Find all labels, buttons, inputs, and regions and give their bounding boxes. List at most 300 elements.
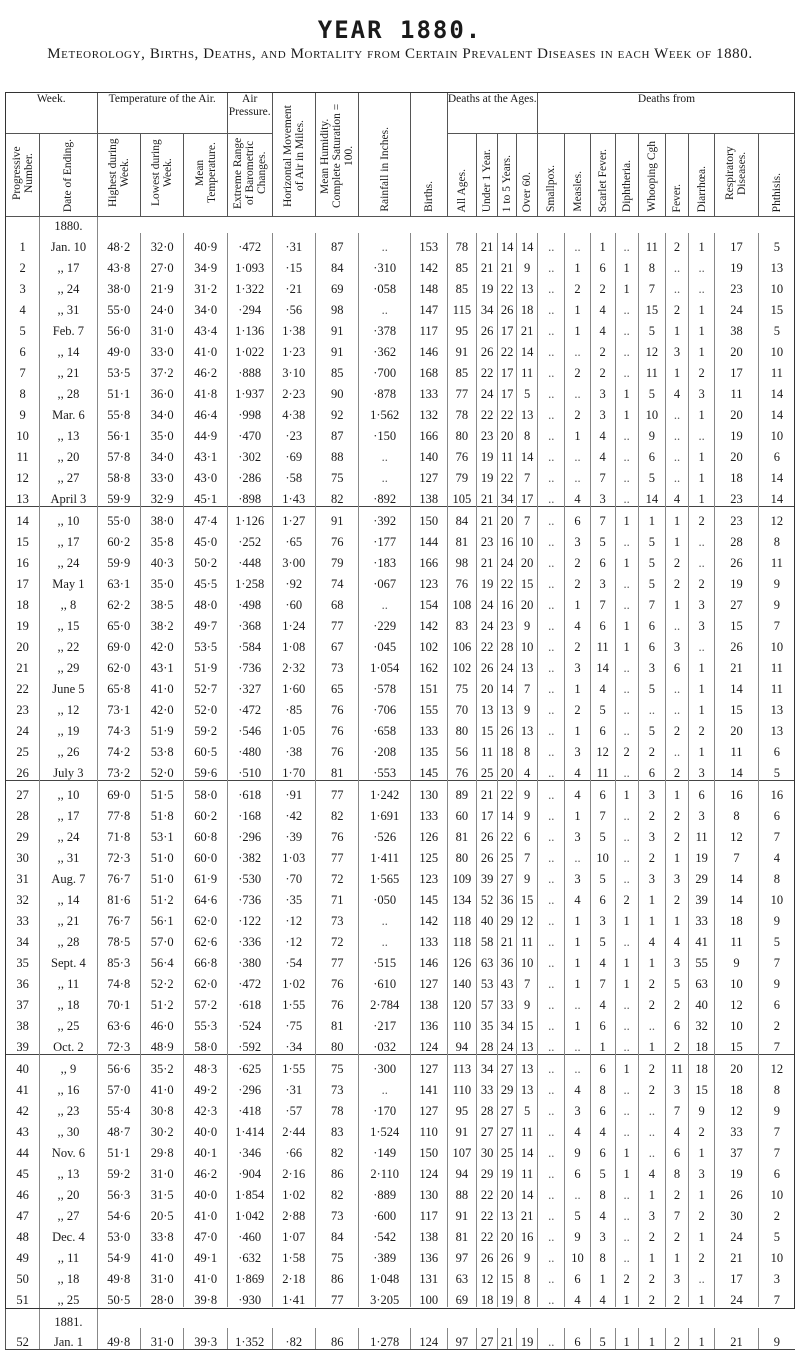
deaths-all-ages-cell: 118 [447, 928, 477, 949]
progressive-number-cell: 46 [6, 1181, 40, 1202]
deaths-all-ages-cell: 89 [447, 781, 477, 803]
smallpox-cell: .. [537, 738, 564, 759]
scarlet-fever-cell: 5 [590, 528, 615, 549]
smallpox-cell: .. [537, 233, 564, 254]
deaths-over-60-cell: 15 [517, 570, 538, 591]
barometric-range-cell: ·472 [227, 233, 272, 254]
lowest-temp-cell: 24·0 [140, 296, 183, 317]
rainfall-cell: ·610 [359, 970, 410, 991]
scarlet-fever-cell: 5 [590, 823, 615, 844]
rainfall-cell: ·553 [359, 759, 410, 781]
phthisis-cell: 9 [758, 1328, 795, 1350]
table-row [6, 464, 796, 485]
diphtheria-cell: 1 [615, 907, 638, 928]
progressive-number-cell: 34 [6, 928, 40, 949]
rainfall-cell: ·526 [359, 823, 410, 844]
rainfall-cell: ·050 [359, 886, 410, 907]
deaths-under-1-cell: 26 [477, 1244, 498, 1265]
mean-temp-cell: 48·3 [184, 1055, 227, 1077]
measles-cell: 2 [565, 570, 590, 591]
smallpox-cell: .. [537, 549, 564, 570]
scarlet-fever-cell: 8 [590, 1244, 615, 1265]
date-of-ending-cell: ,, 17 [40, 528, 97, 549]
measles-cell: 4 [565, 612, 590, 633]
smallpox-cell: .. [537, 886, 564, 907]
table-row [6, 528, 796, 549]
measles-cell: 4 [565, 1076, 590, 1097]
measles-cell: 2 [565, 359, 590, 380]
phthisis-cell: 14 [758, 401, 795, 422]
rainfall-cell: ·149 [359, 1139, 410, 1160]
date-of-ending-cell: ,, 19 [40, 717, 97, 738]
deaths-all-ages-cell: 85 [447, 275, 477, 296]
deaths-under-1-cell: 21 [477, 485, 498, 507]
progressive-number-cell: 38 [6, 1012, 40, 1033]
weekly-statistics-table [5, 92, 795, 1350]
diarrhoea-cell: 1 [688, 338, 714, 359]
progressive-number-cell: 10 [6, 422, 40, 443]
date-of-ending-cell: ,, 18 [40, 1265, 97, 1286]
lowest-temp-cell: 42·0 [140, 696, 183, 717]
deaths-all-ages-cell: 94 [447, 1033, 477, 1055]
deaths-over-60-cell: 14 [517, 1139, 538, 1160]
table-row [6, 1286, 796, 1307]
births-cell: 124 [410, 1160, 447, 1181]
table-row [6, 317, 796, 338]
births-cell: 124 [410, 1033, 447, 1055]
progressive-number-cell: 44 [6, 1139, 40, 1160]
humidity-cell: 75 [316, 464, 359, 485]
rainfall-cell: ·362 [359, 338, 410, 359]
whooping-cough-cell: 7 [638, 275, 665, 296]
phthisis-cell: 8 [758, 1076, 795, 1097]
progressive-number-cell: 20 [6, 633, 40, 654]
deaths-all-ages-cell: 118 [447, 907, 477, 928]
rainfall-cell: ·177 [359, 528, 410, 549]
scarlet-fever-cell: 2 [590, 275, 615, 296]
phthisis-cell: 5 [758, 317, 795, 338]
diphtheria-cell: .. [615, 654, 638, 675]
deaths-over-60-cell: 20 [517, 591, 538, 612]
diphtheria-cell: .. [615, 1202, 638, 1223]
fever-cell: 6 [666, 654, 689, 675]
deaths-over-60-cell: 13 [517, 654, 538, 675]
table-row [6, 844, 796, 865]
lowest-temp-cell: 51·0 [140, 865, 183, 886]
progressive-number-cell: 26 [6, 759, 40, 781]
smallpox-cell: .. [537, 1265, 564, 1286]
diphtheria-cell: .. [615, 844, 638, 865]
whooping-cough-cell: 6 [638, 443, 665, 464]
rainfall-cell: ·183 [359, 549, 410, 570]
births-cell: 168 [410, 359, 447, 380]
humidity-cell: 72 [316, 928, 359, 949]
horizontal-movement-cell: 1·55 [272, 991, 315, 1012]
fever-cell: 2 [666, 1223, 689, 1244]
whooping-cough-cell: 1 [638, 507, 665, 529]
highest-temp-cell: 65·0 [97, 612, 140, 633]
header-progressive-number: Progressive Number. [6, 134, 40, 217]
lowest-temp-cell: 52·2 [140, 970, 183, 991]
rainfall-cell: .. [359, 296, 410, 317]
diphtheria-cell: .. [615, 422, 638, 443]
highest-temp-cell: 63·6 [97, 1012, 140, 1033]
rainfall-cell: ·392 [359, 507, 410, 529]
births-cell: 123 [410, 865, 447, 886]
phthisis-cell: 10 [758, 1244, 795, 1265]
smallpox-cell: .. [537, 1076, 564, 1097]
births-cell: 136 [410, 1244, 447, 1265]
barometric-range-cell: 1·136 [227, 317, 272, 338]
deaths-1-to-5-cell: 28 [497, 633, 516, 654]
deaths-under-1-cell: 26 [477, 338, 498, 359]
deaths-over-60-cell: 7 [517, 970, 538, 991]
births-cell: 138 [410, 1223, 447, 1244]
highest-temp-cell: 59·9 [97, 549, 140, 570]
horizontal-movement-cell: ·75 [272, 1012, 315, 1033]
scarlet-fever-cell: 1 [590, 233, 615, 254]
date-of-ending-cell: ,, 23 [40, 1097, 97, 1118]
date-of-ending-cell: ,, 21 [40, 359, 97, 380]
respiratory-cell: 15 [715, 1033, 758, 1055]
progressive-number-cell: 9 [6, 401, 40, 422]
smallpox-cell: .. [537, 1223, 564, 1244]
scarlet-fever-cell: 6 [590, 781, 615, 803]
date-of-ending-cell: ,, 13 [40, 422, 97, 443]
smallpox-cell: .. [537, 507, 564, 529]
diphtheria-cell: .. [615, 1012, 638, 1033]
table-row [6, 717, 796, 738]
table-row [6, 696, 796, 717]
deaths-under-1-cell: 19 [477, 570, 498, 591]
rainfall-cell: .. [359, 1076, 410, 1097]
deaths-1-to-5-cell: 22 [497, 781, 516, 803]
births-cell: 133 [410, 380, 447, 401]
barometric-range-cell: ·368 [227, 612, 272, 633]
highest-temp-cell: 54·6 [97, 1202, 140, 1223]
measles-cell: 1 [565, 675, 590, 696]
progressive-number-cell: 2 [6, 254, 40, 275]
deaths-all-ages-cell: 79 [447, 464, 477, 485]
deaths-over-60-cell: 9 [517, 991, 538, 1012]
births-cell: 166 [410, 549, 447, 570]
lowest-temp-cell: 41·0 [140, 1076, 183, 1097]
progressive-number-cell: 45 [6, 1160, 40, 1181]
phthisis-cell: 2 [758, 1012, 795, 1033]
diarrhoea-cell: 3 [688, 591, 714, 612]
humidity-cell: 86 [316, 1265, 359, 1286]
rainfall-cell: 1·054 [359, 654, 410, 675]
deaths-all-ages-cell: 84 [447, 507, 477, 529]
diphtheria-cell: .. [615, 1076, 638, 1097]
highest-temp-cell: 48·2 [97, 233, 140, 254]
date-of-ending-cell: ,, 11 [40, 1244, 97, 1265]
horizontal-movement-cell: 1·38 [272, 317, 315, 338]
deaths-under-1-cell: 21 [477, 549, 498, 570]
header-week: Week. [6, 93, 98, 134]
horizontal-movement-cell: 1·55 [272, 1055, 315, 1077]
diphtheria-cell: .. [615, 1097, 638, 1118]
deaths-all-ages-cell: 120 [447, 991, 477, 1012]
mean-temp-cell: 39·3 [184, 1328, 227, 1350]
diarrhoea-cell: 40 [688, 991, 714, 1012]
progressive-number-cell: 50 [6, 1265, 40, 1286]
date-of-ending-cell: ,, 31 [40, 296, 97, 317]
highest-temp-cell: 54·9 [97, 1244, 140, 1265]
mean-temp-cell: 58·0 [184, 1033, 227, 1055]
smallpox-cell: .. [537, 823, 564, 844]
humidity-cell: 91 [316, 507, 359, 529]
phthisis-cell: 9 [758, 907, 795, 928]
rainfall-cell: 1·242 [359, 781, 410, 803]
deaths-under-1-cell: 21 [477, 254, 498, 275]
barometric-range-cell: ·296 [227, 823, 272, 844]
deaths-under-1-cell: 25 [477, 759, 498, 781]
table-row [6, 823, 796, 844]
whooping-cough-cell: 2 [638, 1223, 665, 1244]
deaths-1-to-5-cell: 11 [497, 443, 516, 464]
fever-cell: 2 [666, 1181, 689, 1202]
births-cell: 142 [410, 612, 447, 633]
measles-cell: 1 [565, 907, 590, 928]
date-of-ending-cell: ,, 24 [40, 823, 97, 844]
humidity-cell: 69 [316, 275, 359, 296]
barometric-range-cell: ·470 [227, 422, 272, 443]
measles-cell: 6 [565, 1160, 590, 1181]
measles-cell: .. [565, 338, 590, 359]
horizontal-movement-cell: 1·27 [272, 507, 315, 529]
mean-temp-cell: 49·7 [184, 612, 227, 633]
progressive-number-cell: 42 [6, 1097, 40, 1118]
humidity-cell: 76 [316, 717, 359, 738]
deaths-1-to-5-cell: 21 [497, 928, 516, 949]
deaths-over-60-cell: 14 [517, 443, 538, 464]
deaths-1-to-5-cell: 26 [497, 1244, 516, 1265]
diarrhoea-cell: 1 [688, 654, 714, 675]
horizontal-movement-cell: ·70 [272, 865, 315, 886]
mean-temp-cell: 55·3 [184, 1012, 227, 1033]
rainfall-cell: ·378 [359, 317, 410, 338]
deaths-over-60-cell: 21 [517, 1202, 538, 1223]
deaths-1-to-5-cell: 24 [497, 654, 516, 675]
deaths-over-60-cell: 10 [517, 528, 538, 549]
diphtheria-cell: .. [615, 759, 638, 781]
phthisis-cell: 10 [758, 275, 795, 296]
deaths-under-1-cell: 12 [477, 1265, 498, 1286]
deaths-over-60-cell: 11 [517, 928, 538, 949]
phthisis-cell: 6 [758, 1160, 795, 1181]
rainfall-cell: 1·048 [359, 1265, 410, 1286]
progressive-number-cell: 48 [6, 1223, 40, 1244]
phthisis-cell: 9 [758, 970, 795, 991]
deaths-over-60-cell: 11 [517, 359, 538, 380]
horizontal-movement-cell: ·65 [272, 528, 315, 549]
lowest-temp-cell: 35·0 [140, 570, 183, 591]
horizontal-movement-cell: ·85 [272, 696, 315, 717]
scarlet-fever-cell: 6 [590, 1012, 615, 1033]
births-cell: 145 [410, 759, 447, 781]
mean-temp-cell: 42·3 [184, 1097, 227, 1118]
diphtheria-cell: .. [615, 928, 638, 949]
date-of-ending-cell: ,, 27 [40, 1202, 97, 1223]
mean-temp-cell: 64·6 [184, 886, 227, 907]
highest-temp-cell: 55·4 [97, 1097, 140, 1118]
date-of-ending-cell: Oct. 2 [40, 1033, 97, 1055]
fever-cell: 2 [666, 759, 689, 781]
diphtheria-cell: 1 [615, 612, 638, 633]
horizontal-movement-cell: 1·24 [272, 612, 315, 633]
births-cell: 153 [410, 233, 447, 254]
births-cell: 142 [410, 254, 447, 275]
respiratory-cell: 19 [715, 254, 758, 275]
lowest-temp-cell: 38·5 [140, 591, 183, 612]
rainfall-cell: 3·205 [359, 1286, 410, 1307]
smallpox-cell: .. [537, 1286, 564, 1307]
mean-temp-cell: 39·8 [184, 1286, 227, 1307]
header-deaths-from: Deaths from [537, 93, 795, 134]
date-of-ending-cell: June 5 [40, 675, 97, 696]
whooping-cough-cell: 2 [638, 738, 665, 759]
table-row [6, 485, 796, 507]
fever-cell: 1 [666, 781, 689, 803]
mean-temp-cell: 49·1 [184, 1244, 227, 1265]
deaths-under-1-cell: 19 [477, 443, 498, 464]
phthisis-cell: 15 [758, 296, 795, 317]
horizontal-movement-cell: 3·10 [272, 359, 315, 380]
humidity-cell: 82 [316, 1139, 359, 1160]
deaths-1-to-5-cell: 14 [497, 802, 516, 823]
diphtheria-cell: .. [615, 865, 638, 886]
deaths-over-60-cell: 21 [517, 317, 538, 338]
respiratory-cell: 21 [715, 1244, 758, 1265]
scarlet-fever-cell: 6 [590, 549, 615, 570]
measles-cell: .. [565, 1181, 590, 1202]
lowest-temp-cell: 43·1 [140, 654, 183, 675]
deaths-over-60-cell: 9 [517, 1244, 538, 1265]
deaths-over-60-cell: 13 [517, 1055, 538, 1077]
diphtheria-cell: .. [615, 296, 638, 317]
fever-cell: 7 [666, 1202, 689, 1223]
mean-temp-cell: 60·5 [184, 738, 227, 759]
births-cell: 148 [410, 275, 447, 296]
deaths-over-60-cell: 11 [517, 1118, 538, 1139]
header-extreme-range: Extreme Range of Barometric Changes. [227, 134, 272, 217]
deaths-under-1-cell: 23 [477, 422, 498, 443]
diarrhoea-cell: 1 [688, 401, 714, 422]
diphtheria-cell: 1 [615, 781, 638, 803]
deaths-all-ages-cell: 77 [447, 380, 477, 401]
deaths-all-ages-cell: 95 [447, 1097, 477, 1118]
deaths-over-60-cell: 12 [517, 907, 538, 928]
diphtheria-cell: .. [615, 802, 638, 823]
phthisis-cell: 10 [758, 338, 795, 359]
phthisis-cell: 9 [758, 570, 795, 591]
mean-temp-cell: 52·0 [184, 696, 227, 717]
barometric-range-cell: 1·869 [227, 1265, 272, 1286]
lowest-temp-cell: 51·0 [140, 844, 183, 865]
lowest-temp-cell: 34·0 [140, 443, 183, 464]
deaths-under-1-cell: 11 [477, 738, 498, 759]
date-of-ending-cell: Nov. 6 [40, 1139, 97, 1160]
diphtheria-cell: 1 [615, 401, 638, 422]
mean-temp-cell: 40·0 [184, 1181, 227, 1202]
date-of-ending-cell: ,, 14 [40, 338, 97, 359]
date-of-ending-cell: ,, 11 [40, 970, 97, 991]
highest-temp-cell: 49·8 [97, 1328, 140, 1350]
horizontal-movement-cell: ·31 [272, 233, 315, 254]
respiratory-cell: 28 [715, 528, 758, 549]
progressive-number-cell: 25 [6, 738, 40, 759]
fever-cell: 4 [666, 1118, 689, 1139]
diarrhoea-cell: 1 [688, 296, 714, 317]
scarlet-fever-cell: 6 [590, 612, 615, 633]
fever-cell: 4 [666, 485, 689, 507]
fever-cell: 3 [666, 949, 689, 970]
respiratory-cell: 14 [715, 675, 758, 696]
respiratory-cell: 14 [715, 886, 758, 907]
measles-cell: 4 [565, 485, 590, 507]
lowest-temp-cell: 46·0 [140, 1012, 183, 1033]
highest-temp-cell: 59·9 [97, 485, 140, 507]
phthisis-cell: 10 [758, 422, 795, 443]
humidity-cell: 73 [316, 1076, 359, 1097]
scarlet-fever-cell: 7 [590, 507, 615, 529]
measles-cell: 6 [565, 507, 590, 529]
respiratory-cell: 16 [715, 781, 758, 803]
births-cell: 147 [410, 296, 447, 317]
date-of-ending-cell: ,, 27 [40, 464, 97, 485]
deaths-1-to-5-cell: 24 [497, 1033, 516, 1055]
respiratory-cell: 12 [715, 991, 758, 1012]
respiratory-cell: 17 [715, 359, 758, 380]
rainfall-cell: ·700 [359, 359, 410, 380]
mean-temp-cell: 59·6 [184, 759, 227, 781]
diarrhoea-cell: 63 [688, 970, 714, 991]
date-of-ending-cell: ,, 24 [40, 549, 97, 570]
horizontal-movement-cell: 2·32 [272, 654, 315, 675]
deaths-1-to-5-cell: 17 [497, 380, 516, 401]
barometric-range-cell: 1·093 [227, 254, 272, 275]
whooping-cough-cell: 1 [638, 1244, 665, 1265]
fever-cell: .. [666, 675, 689, 696]
smallpox-cell: .. [537, 865, 564, 886]
deaths-1-to-5-cell: 29 [497, 907, 516, 928]
scarlet-fever-cell: 10 [590, 844, 615, 865]
births-cell: 102 [410, 633, 447, 654]
diarrhoea-cell: 39 [688, 886, 714, 907]
humidity-cell: 75 [316, 1244, 359, 1265]
smallpox-cell: .. [537, 422, 564, 443]
horizontal-movement-cell: 2·16 [272, 1160, 315, 1181]
measles-cell: .. [565, 844, 590, 865]
humidity-cell: 87 [316, 422, 359, 443]
deaths-under-1-cell: 28 [477, 1097, 498, 1118]
scarlet-fever-cell: 7 [590, 970, 615, 991]
smallpox-cell: .. [537, 254, 564, 275]
barometric-range-cell: ·382 [227, 844, 272, 865]
scarlet-fever-cell: 4 [590, 1118, 615, 1139]
deaths-under-1-cell: 33 [477, 1076, 498, 1097]
fever-cell: 5 [666, 970, 689, 991]
diarrhoea-cell: 11 [688, 823, 714, 844]
date-of-ending-cell: ,, 14 [40, 886, 97, 907]
horizontal-movement-cell: 2·88 [272, 1202, 315, 1223]
deaths-all-ages-cell: 60 [447, 802, 477, 823]
phthisis-cell: 11 [758, 359, 795, 380]
births-cell: 135 [410, 738, 447, 759]
humidity-cell: 73 [316, 907, 359, 928]
phthisis-cell: 7 [758, 823, 795, 844]
